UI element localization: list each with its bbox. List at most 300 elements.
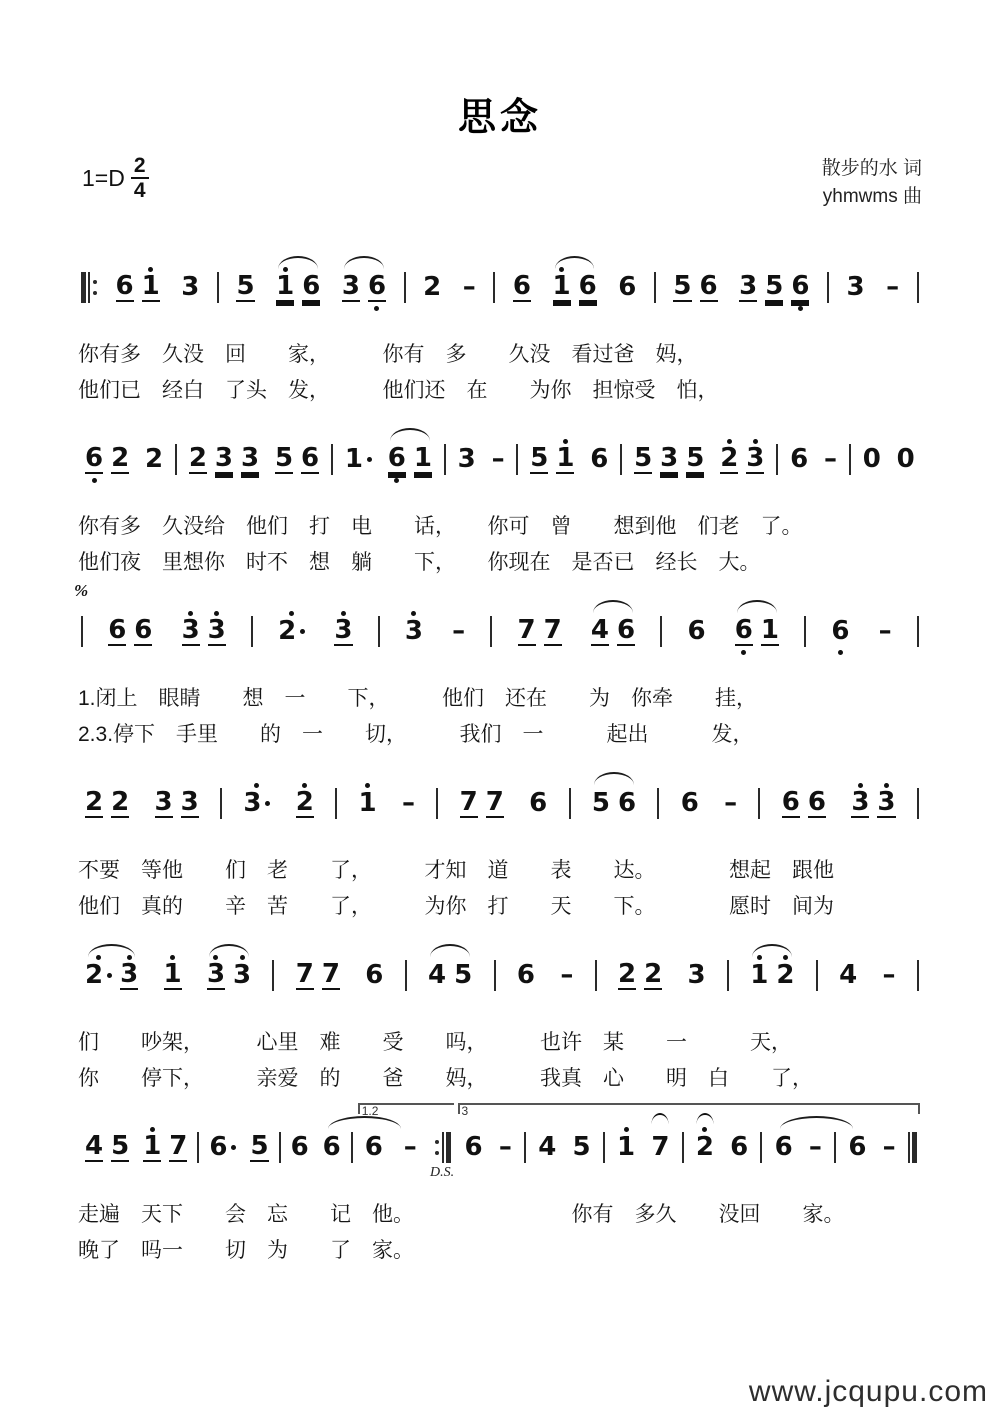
digit-text: 3	[214, 443, 233, 473]
note-digit	[452, 616, 465, 646]
digit-text: 4	[428, 960, 447, 990]
note-digit	[746, 444, 764, 474]
notes-row	[78, 929, 922, 1021]
note	[177, 775, 203, 834]
digit-text: 6	[387, 443, 406, 473]
note-digit	[499, 1132, 512, 1162]
barline	[250, 603, 254, 647]
note	[835, 947, 861, 1006]
note-digit	[776, 960, 794, 990]
barline-stroke	[404, 272, 406, 303]
digit-text: 6	[516, 960, 535, 990]
dot	[435, 1140, 439, 1144]
note	[454, 431, 480, 490]
barline-stroke	[175, 444, 177, 475]
note-digit	[405, 616, 423, 646]
digit-text: 3	[181, 272, 200, 302]
barline	[515, 431, 519, 475]
digit-text: 6	[791, 271, 810, 301]
digit-text: 4	[590, 615, 609, 645]
note	[540, 603, 566, 662]
barline-stroke	[81, 616, 83, 647]
digit-text: 5	[274, 443, 294, 473]
note-group	[556, 947, 577, 1006]
note-group	[319, 1119, 345, 1178]
digit-text: 3	[154, 787, 173, 817]
lyrics-row-1: 你有多 久没给 他们 打 电 话， 你可 曾 想到他 们老 了。	[78, 515, 803, 538]
barline	[916, 603, 920, 647]
note-digit	[687, 960, 705, 990]
note-digit	[233, 960, 251, 990]
digit-text: 1	[556, 443, 575, 473]
note-digit	[458, 444, 476, 474]
note-group	[847, 775, 899, 834]
system-1	[78, 241, 922, 405]
note-group	[112, 259, 164, 318]
note-digit	[208, 616, 226, 646]
note	[364, 259, 390, 318]
barline	[848, 431, 852, 475]
lyrics-row-2: 2.3.停下 手里 的 一 切， 我们 一 起出 发，	[78, 723, 754, 746]
note	[614, 947, 640, 1006]
note	[827, 603, 853, 662]
digit-text: 7	[321, 959, 340, 989]
digit-text: 3	[404, 616, 423, 646]
note-digit	[538, 1132, 556, 1162]
note	[859, 431, 885, 490]
digit-text: 2	[644, 959, 663, 989]
note-group	[292, 775, 318, 834]
barline-stroke	[516, 444, 518, 475]
note	[341, 431, 376, 490]
barline	[757, 775, 761, 819]
note-digit	[775, 1132, 793, 1162]
digit-text: 5	[634, 443, 653, 473]
note-group	[139, 1119, 191, 1178]
repeat-dots	[93, 272, 97, 303]
digit-text: 2	[423, 272, 442, 302]
note	[778, 775, 804, 834]
barline	[493, 947, 497, 991]
octave-dot-below	[741, 650, 746, 655]
notes-row	[78, 757, 922, 849]
barline	[429, 1119, 455, 1180]
note	[534, 1119, 560, 1178]
digit-text: 6	[209, 1132, 228, 1162]
note-group	[746, 947, 798, 1006]
note-digit	[808, 788, 826, 818]
barline	[726, 947, 730, 991]
digit-text: 4	[839, 960, 858, 990]
note	[893, 431, 919, 490]
note-digit	[423, 272, 441, 302]
note-digit	[302, 272, 320, 302]
volta-label: 3	[461, 1104, 469, 1118]
system-5	[78, 929, 922, 1093]
octave-dot-below	[92, 478, 97, 483]
note	[139, 1119, 165, 1178]
lyrics-row-1: 走遍 天下 会 忘 记 他。 你有 多久 没回 家。	[78, 1203, 845, 1226]
barline-stroke	[595, 960, 597, 991]
note	[424, 947, 450, 1006]
digit-text: –	[808, 1132, 822, 1162]
system-2	[78, 413, 922, 577]
barline-stroke	[272, 960, 274, 991]
digit-text: 1	[760, 615, 779, 645]
barline-stroke	[251, 616, 253, 647]
note-group	[330, 603, 356, 662]
note	[401, 603, 427, 662]
barline-stroke	[727, 960, 729, 991]
augmentation-dot	[367, 457, 372, 462]
note	[683, 603, 709, 662]
barline-stroke	[657, 788, 659, 819]
note-digit	[553, 272, 571, 302]
octave-dot-below-slot	[798, 302, 803, 318]
digit-text: 1	[552, 271, 571, 301]
note-group	[177, 259, 203, 318]
note-group	[683, 603, 709, 662]
digit-text: 6	[85, 443, 104, 473]
note-digit	[839, 960, 857, 990]
digit-text: 1	[750, 960, 769, 990]
note-group	[513, 947, 539, 1006]
note-digit	[463, 272, 476, 302]
note-digit	[590, 444, 608, 474]
note	[757, 603, 783, 662]
note-digit	[334, 616, 352, 646]
barline-stroke	[446, 1132, 451, 1163]
barline	[602, 1119, 606, 1178]
digit-text: 5	[572, 1132, 591, 1162]
digit-text: 6	[365, 960, 384, 990]
digit-text: –	[498, 1132, 512, 1162]
digit-text: 3	[207, 615, 226, 645]
note	[204, 603, 230, 662]
note	[355, 775, 381, 834]
digit-text: –	[886, 272, 900, 302]
note-digit	[404, 1132, 417, 1162]
barline-stroke	[816, 960, 818, 991]
system-6	[78, 1101, 922, 1265]
note	[843, 259, 869, 318]
digit-text: 2	[111, 443, 130, 473]
note-group	[893, 431, 919, 490]
note	[81, 1119, 107, 1178]
barline-stroke	[682, 1132, 684, 1163]
note-group	[614, 947, 666, 1006]
note-digit	[897, 444, 915, 474]
note-digit	[342, 272, 360, 302]
digit-text: 2	[617, 959, 637, 989]
note	[549, 259, 575, 318]
note-digit	[181, 788, 199, 818]
barline	[523, 1119, 527, 1178]
barline-stroke	[279, 1132, 281, 1163]
barline	[489, 603, 493, 647]
note-group	[361, 947, 387, 1006]
note-digit	[492, 444, 505, 474]
note-group	[454, 431, 480, 490]
barline-stroke	[524, 1132, 526, 1163]
note-group	[448, 603, 469, 662]
note-digit	[111, 1132, 129, 1162]
note-group	[614, 259, 640, 318]
note-digit	[618, 788, 636, 818]
note-group	[716, 431, 768, 490]
note-group	[419, 259, 445, 318]
barline	[594, 947, 598, 991]
note	[847, 775, 873, 834]
note	[185, 431, 211, 490]
note-group	[843, 259, 869, 318]
note	[569, 1119, 595, 1178]
barline	[196, 1119, 200, 1163]
lyrics-row-2: 晚了 吗一 切 为 了 家。	[78, 1239, 414, 1262]
note-group	[456, 775, 508, 834]
note-digit	[296, 788, 314, 818]
note-group	[271, 431, 323, 490]
note-group	[178, 603, 230, 662]
note-digit	[617, 616, 635, 646]
note-group	[287, 1119, 313, 1178]
digit-text: 6	[322, 1132, 341, 1162]
digit-text: 6	[364, 1132, 383, 1162]
note-group	[104, 603, 156, 662]
barline-stroke	[351, 1132, 353, 1163]
barline-stroke	[804, 616, 806, 647]
note	[271, 431, 297, 490]
digit-text: 7	[169, 1131, 188, 1161]
note	[461, 1119, 487, 1178]
digit-text: 3	[877, 787, 896, 817]
digit-text: –	[824, 444, 837, 474]
note	[844, 1119, 870, 1178]
digit-text: 6	[774, 1132, 793, 1162]
dot	[93, 291, 97, 295]
barline-stroke	[917, 960, 919, 991]
note-digit	[673, 272, 691, 302]
notes-row	[78, 241, 922, 333]
volta-label: 1.2	[361, 1104, 379, 1118]
digit-text: 6	[464, 1132, 483, 1162]
barline-stroke	[827, 272, 829, 303]
note-digit	[460, 788, 478, 818]
barline	[80, 603, 84, 647]
note	[237, 431, 263, 490]
digit-text: 4	[538, 1132, 557, 1162]
note	[787, 259, 813, 318]
note-digit	[761, 616, 779, 646]
barline-stroke	[912, 1132, 917, 1163]
octave-dot-above-slot	[240, 947, 245, 960]
barline-stroke	[220, 788, 222, 819]
note	[400, 1119, 421, 1178]
note-group	[526, 431, 578, 490]
time-denominator: 4	[133, 179, 146, 202]
digit-text: 1	[617, 1132, 636, 1162]
note-digit	[169, 1132, 187, 1162]
note-digit	[85, 960, 112, 990]
note-group	[205, 1119, 240, 1178]
note	[232, 259, 258, 318]
note-group	[771, 1119, 797, 1178]
note-group	[361, 1119, 387, 1178]
octave-dot-above-slot	[624, 1119, 629, 1132]
note	[138, 259, 164, 318]
note-digit	[687, 616, 705, 646]
note	[696, 259, 722, 318]
note-digit	[145, 444, 163, 474]
barline-stroke	[620, 444, 622, 475]
digit-text: 1	[141, 271, 160, 301]
note-digit	[250, 1132, 268, 1162]
note	[526, 431, 552, 490]
digit-text: 5	[591, 788, 610, 818]
barline	[278, 1119, 282, 1163]
barline	[435, 775, 439, 819]
note-group	[731, 603, 783, 662]
note-group	[534, 1119, 560, 1178]
note	[613, 1119, 639, 1178]
note-digit	[883, 1132, 896, 1162]
barline	[216, 259, 220, 303]
note	[731, 603, 757, 662]
note-digit	[824, 444, 837, 474]
segno-icon: %	[74, 581, 89, 600]
barline-stroke	[760, 1132, 762, 1163]
digit-text: 0	[862, 444, 881, 474]
barline-stroke	[494, 960, 496, 991]
note	[772, 947, 798, 1006]
note-group	[786, 431, 812, 490]
barline	[219, 775, 223, 819]
barline-stroke	[405, 960, 407, 991]
note-digit	[750, 960, 768, 990]
digit-text: 5	[765, 271, 784, 301]
note	[656, 431, 682, 490]
digit-text: 2	[278, 616, 297, 646]
barline	[404, 947, 408, 991]
digit-text: 2	[776, 960, 795, 990]
digit-text: 6	[290, 1132, 309, 1162]
lyrics-row-1: 你有多 久没 回 家， 你有 多 久没 看过爸 妈，	[78, 343, 698, 366]
barline-stroke	[81, 272, 86, 303]
note	[586, 431, 612, 490]
digit-text: 3	[233, 960, 252, 990]
note-digit	[120, 960, 138, 990]
note-digit	[276, 272, 294, 302]
octave-dot-above-slot	[254, 775, 259, 788]
note-digit	[388, 444, 406, 474]
digit-text: 6	[618, 272, 637, 302]
octave-dot-below	[374, 306, 379, 311]
note-digit	[189, 444, 207, 474]
note-group	[677, 775, 703, 834]
digit-text: 7	[543, 615, 562, 645]
system-3	[74, 581, 922, 749]
note	[488, 431, 509, 490]
note	[456, 775, 482, 834]
augmentation-dot	[231, 1145, 236, 1150]
note	[410, 431, 436, 490]
digit-text: 7	[295, 959, 314, 989]
fermata-icon	[696, 1113, 713, 1124]
barline	[833, 1119, 837, 1178]
digit-text: 6	[807, 787, 826, 817]
note-group	[692, 1119, 718, 1178]
note	[177, 259, 203, 318]
key-prefix: 1=D	[82, 164, 125, 191]
digit-text: 6	[831, 616, 850, 646]
note-group	[525, 775, 551, 834]
barline-stroke	[444, 444, 446, 475]
note	[879, 1119, 900, 1178]
note-digit	[617, 1132, 635, 1162]
note	[104, 603, 130, 662]
digit-text: 3	[739, 271, 758, 301]
note-digit	[517, 960, 535, 990]
barline-stroke	[917, 272, 919, 303]
score	[74, 241, 922, 1265]
notes-row	[78, 1101, 922, 1193]
barline-stroke	[493, 272, 495, 303]
note-digit	[241, 444, 259, 474]
barline	[443, 431, 447, 475]
note-digit	[111, 788, 129, 818]
note-group	[141, 431, 167, 490]
note	[720, 775, 741, 834]
barline-stroke	[908, 1132, 910, 1163]
note-group	[879, 1119, 900, 1178]
barline	[334, 775, 338, 819]
barline	[350, 1119, 354, 1163]
note	[556, 947, 577, 1006]
barline	[815, 947, 819, 991]
note-digit	[591, 616, 609, 646]
note	[459, 259, 480, 318]
note-group	[81, 775, 133, 834]
note-group	[514, 603, 566, 662]
barline	[916, 775, 920, 819]
note-group	[232, 259, 258, 318]
digit-text: 6	[781, 787, 800, 817]
note-group	[274, 603, 309, 662]
digit-text: 5	[454, 960, 473, 990]
note	[587, 603, 613, 662]
digit-text: 6	[115, 271, 134, 301]
octave-dot-below	[798, 306, 803, 311]
note-group	[509, 259, 535, 318]
barline-stroke	[569, 788, 571, 819]
note-digit	[809, 1132, 822, 1162]
lyricist-credit: 散步的水 词	[821, 158, 922, 179]
note	[81, 431, 107, 490]
note-digit	[644, 960, 662, 990]
octave-dot-below-slot	[92, 474, 97, 490]
note	[614, 259, 640, 318]
digit-text: –	[724, 788, 738, 818]
note	[692, 1119, 718, 1178]
note-group	[81, 1119, 133, 1178]
digit-text: 3	[746, 443, 765, 473]
note	[677, 775, 703, 834]
digit-text: 1	[163, 959, 182, 989]
digit-text: –	[403, 1132, 417, 1162]
octave-dot-above-slot	[289, 603, 294, 616]
digit-text: 2	[85, 960, 104, 990]
digit-text: 6	[108, 615, 127, 645]
